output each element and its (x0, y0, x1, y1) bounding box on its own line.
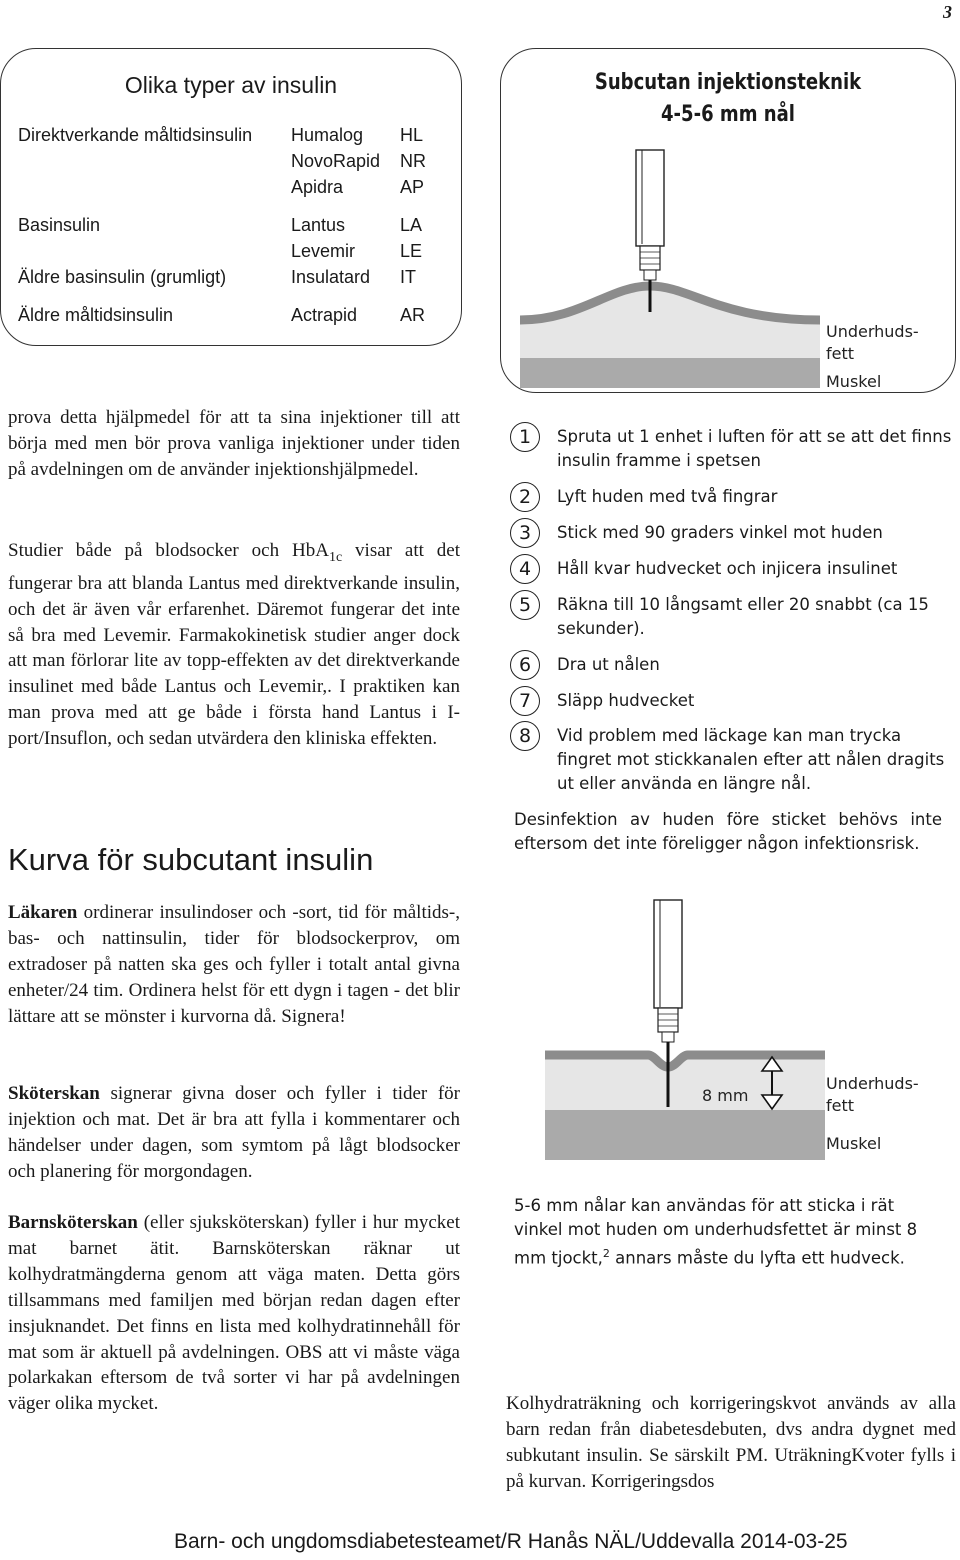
step-text: Släpp hudvecket (557, 691, 695, 710)
label-subcutaneous-fat: Underhuds- (826, 1074, 919, 1093)
insulin-abbr: LA (400, 215, 423, 235)
role-doctor: Läkaren (8, 902, 78, 923)
needle-note-text: 5-6 mm nålar kan användas för att sticka i rät vinkel mot huden om underhudsfettet är minst 8 mm tjockt, (514, 1196, 918, 1268)
insulin-category: Basinsulin (18, 215, 101, 235)
insulin-category: Direktverkande måltidsinsulin (18, 125, 253, 145)
step-text: Räkna till 10 långsamt eller 20 snabbt (ca 15 sekunder). (557, 595, 929, 638)
label-depth: 8 mm (702, 1086, 749, 1105)
step-item (510, 482, 950, 512)
paragraph-nurse-text: signerar givna doser och fyller i tider för injektion och mat. Det är bra att fylla i kommentarer och händelser under dagen, som symtom på lågt blodsocker och planering för morgondagen. (8, 1083, 460, 1182)
step-item (510, 590, 950, 640)
step-number: 3 (510, 518, 540, 548)
insulin-name: Humalog (291, 125, 364, 145)
paragraph-injection-aid: prova detta hjälpmedel för att ta sina injektioner till att börja med men bör prova vanliga injektioner under tiden på avdelningen om de använder injektionshjälpmedel. (8, 407, 460, 480)
step-text: Spruta ut 1 enhet i luften för att se att det finns insulin framme i spetsen (557, 427, 952, 470)
skin-fold-diagram (500, 140, 956, 390)
muscle-layer (545, 1110, 825, 1160)
paragraph-studies (8, 538, 460, 752)
needle-length-note (514, 1194, 944, 1271)
fat-layer (520, 286, 820, 358)
step-text: Stick med 90 graders vinkel mot huden (557, 523, 883, 542)
step-number: 7 (510, 686, 540, 716)
insulin-name: Insulatard (291, 267, 371, 287)
fat-layer (545, 1055, 825, 1110)
step-number: 4 (510, 554, 540, 584)
step-number: 5 (510, 590, 540, 620)
insulin-abbr: HL (400, 125, 424, 145)
role-assistant-nurse: Barnsköterskan (8, 1212, 138, 1233)
step-text: Lyft huden med två fingrar (557, 487, 778, 506)
needle-note-text-2: annars måste du lyfta ett hudveck. (609, 1248, 905, 1268)
illustration-subtitle: 4-5-6 mm nål (661, 102, 795, 127)
paragraph-doctor-text: ordinerar insulindoser och -sort, tid för måltids-, bas- och nattinsulin, tider för blodsockerprov, om extradoser på natten ska ges och fyller i totalt antal givna enheter/24 tim. Ordinera helst för ett dygn i tagen - det blir lättare att se mönster i kurvorna då. Signera! (8, 902, 460, 1027)
insulin-abbr: LE (400, 241, 423, 261)
insulin-abbr: AR (400, 305, 426, 325)
role-nurse: Sköterskan (8, 1083, 100, 1104)
insulin-name: Lantus (291, 215, 346, 235)
insulin-category: Äldre basinsulin (grumligt) (18, 267, 227, 287)
step-item (510, 554, 950, 584)
step-number: 6 (510, 650, 540, 680)
insulin-name: Actrapid (291, 305, 358, 325)
paragraph-studies-text: Studier både på blodsocker och HbA (8, 540, 329, 561)
step-text: Håll kvar hudvecket och injicera insulinet (557, 559, 898, 578)
hba1c-subscript: 1c (328, 549, 343, 565)
step-text: Dra ut nålen (557, 655, 660, 674)
insulin-types-title: Olika typer av insulin (124, 72, 338, 98)
footnote-ref: 2 (602, 1247, 610, 1260)
insulin-name: NovoRapid (291, 151, 381, 171)
insulin-name: Apidra (291, 177, 344, 197)
insulin-abbr: AP (400, 177, 425, 197)
disinfection-note: Desinfektion av huden före sticket behövs inte eftersom det inte föreligger någon infektionsrisk. (514, 810, 942, 853)
label-muscle: Muskel (826, 1134, 882, 1153)
page-number: 3 (943, 2, 952, 22)
step-item (510, 518, 950, 548)
section-heading-kurva: Kurva för subcutant insulin (8, 842, 374, 877)
insulin-category: Äldre måltidsinsulin (18, 305, 174, 325)
step-item (510, 721, 950, 795)
insulin-abbr: IT (400, 267, 416, 287)
paragraph-studies-text-2: visar att det fungerar bra att blanda Lantus med direktverkande insulin, och det är även vår erfarenhet. Däremot fungerar det inte så bra med Levemir. Farmakokinetisk studier anger dock att man förlorar lite av topp-effekten av det direktverkande insulinet med både Lantus och Levemir,. I praktiken kan man prova med att ge både i första hand Lantus i I-port/Insuflon, och sedan utvärdera den kliniska effekten. (8, 540, 460, 750)
illustration-title: Subcutan injektionsteknik (594, 70, 862, 95)
step-item (510, 650, 950, 680)
label-subcutaneous-fat-2: fett (826, 344, 855, 363)
insulin-name: Levemir (291, 241, 356, 261)
step-number: 2 (510, 482, 540, 512)
label-subcutaneous-fat-2: fett (826, 1096, 855, 1115)
insulin-abbr: NR (400, 151, 426, 171)
step-item (510, 686, 950, 716)
paragraph-carb-counting: Kolhydraträkning och korrigeringskvot används av alla barn redan från diabetesdebuten, dvs andra dygnet med subkutant insulin. Se särskilt PM. UträkningKvoter fylls i på kurvan. Korrigeringsdos (506, 1393, 956, 1492)
footer: Barn- och ungdomsdiabetesteamet/R Hanås NÄL/Uddevalla 2014-03-25 (174, 1530, 848, 1553)
step-item (510, 422, 950, 472)
step-text: Vid problem med läckage kan man trycka fingret mot stickkanalen efter att nålen dragits ut eller använda en längre nål. (557, 726, 945, 793)
paragraph-assistant-nurse-text: (eller sjuksköterskan) fyller i hur mycket mat barnet ätit. Barnsköterskan räknar ut kolhydratmängderna genom att väga maten. Detta görs tillsammans med familjen med början redan dagen efter insjuknandet. Det finns en lista med kolhydratinnehåll för mat som är aktuell på avdelningen. OBS att vi måste väga polarkakan eftersom de två sorter vi har på avdelningen väger olika mycket. (8, 1212, 460, 1415)
muscle-layer (520, 358, 820, 388)
label-muscle: Muskel (826, 372, 882, 391)
paragraph-nurse (8, 1081, 460, 1185)
label-subcutaneous-fat: Underhuds- (826, 322, 919, 341)
paragraph-doctor (8, 900, 460, 1030)
paragraph-assistant-nurse (8, 1210, 460, 1417)
step-number: 8 (510, 721, 540, 751)
straight-injection-diagram (500, 895, 956, 1165)
step-number: 1 (510, 422, 540, 452)
